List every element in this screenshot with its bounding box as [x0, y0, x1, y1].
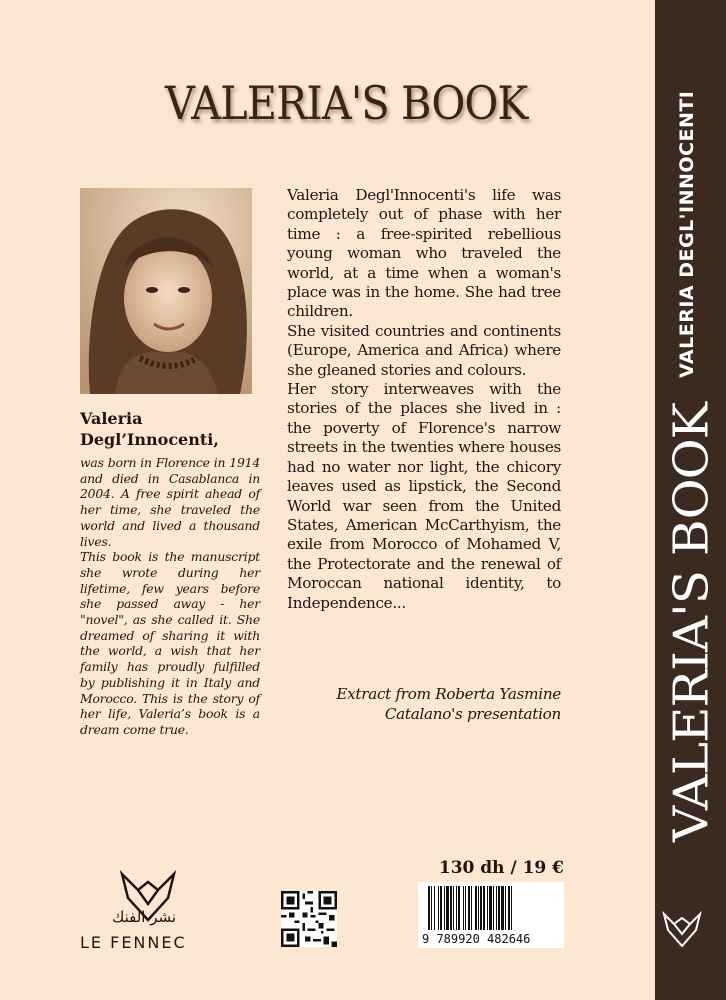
author-name-line2: Degl’Innocenti, — [80, 430, 219, 449]
publisher-arabic: نشر الفنك — [111, 908, 177, 926]
isbn-number: 9 789920 482646 — [422, 932, 531, 946]
synopsis-paragraph: Her story interweaves with the stories of the places she lived in : the poverty of Florence's narrow streets in the twenties where houses had no water nor light, the chicory leaves used as lipstick, the Second World war seen from the United States, American McCarthyism, the exile from Morocco of Mohamed V, the Protectorate and the renewal of Moroccan national identity, to Independence... — [287, 380, 561, 612]
barcode-icon — [418, 882, 564, 948]
main-title: VALERIA'S BOOK — [165, 76, 528, 130]
synopsis-paragraph: She visited countries and continents (Europe, America and Africa) where she gleaned stories and colours. — [287, 321, 561, 379]
author-name-line1: Valeria — [80, 409, 143, 428]
qr-code-icon — [281, 891, 337, 947]
publisher-name: LE FENNEC — [80, 933, 187, 952]
spine-title: VALERIA'S BOOK — [664, 403, 720, 842]
spine-author: VALERIA DEGL'INNOCENTI — [676, 90, 698, 378]
extract-line1: Extract from Roberta Yasmine — [336, 685, 561, 703]
author-name — [80, 408, 260, 450]
synopsis — [287, 186, 561, 613]
author-bio — [80, 455, 260, 738]
fennec-logo-icon — [660, 908, 704, 952]
synopsis-paragraph: Valeria Degl'Innocenti's life was completely out of phase with her time : a free-spirited rebellious young woman who traveled the world, at a time when a woman's place was in the home. She had tree children. — [287, 186, 561, 321]
portrait-photo — [80, 188, 252, 394]
extract-credit — [287, 684, 561, 724]
price-label: 130 dh / 19 € — [438, 858, 564, 878]
extract-line2: Catalano's presentation — [384, 705, 561, 723]
bio-paragraph: was born in Florence in 1914 and died in Casablanca in 2004. A free spirit ahead of her time, she traveled the world and lived a thousand lives. — [80, 455, 260, 549]
bio-paragraph: This book is the manuscript she wrote during her lifetime, few years before she passed away - her "novel", as she called it. She dreamed of sharing it with the world, a wish that her family has proudly fulfilled by publishing it in Italy and Morocco. This is the story of her life, Valeria’s book is a dream come true. — [80, 549, 260, 737]
